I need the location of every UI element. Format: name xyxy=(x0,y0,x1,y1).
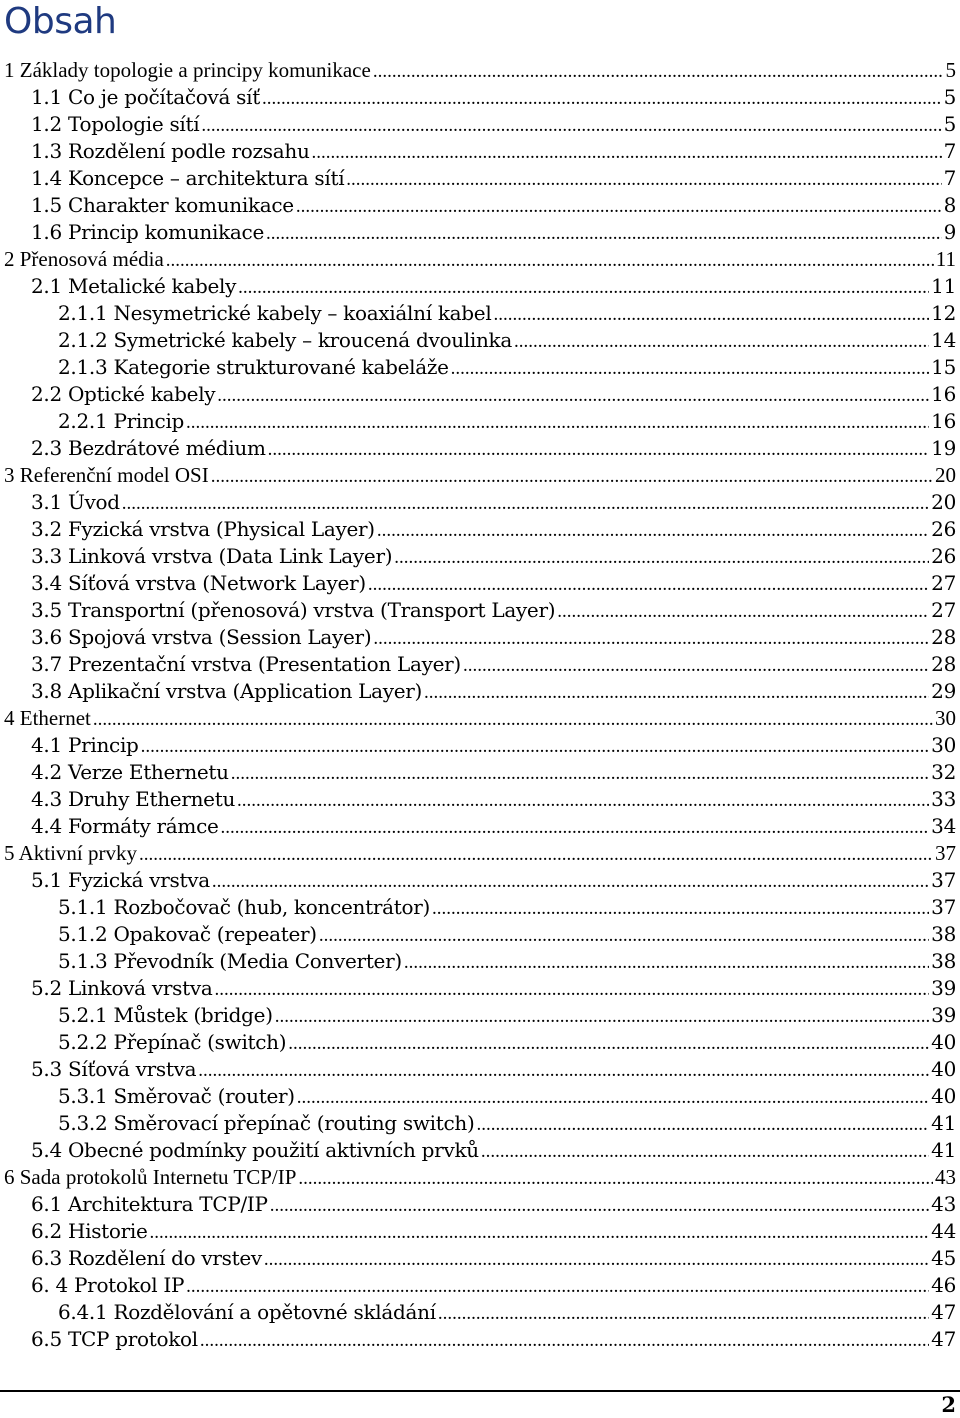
toc-entry[interactable] xyxy=(0,543,960,570)
toc-leader-dots xyxy=(200,1327,929,1354)
toc-entry-page: 38 xyxy=(931,922,956,946)
toc-entry[interactable] xyxy=(0,1029,960,1056)
toc-entry[interactable] xyxy=(0,57,960,84)
toc-entry-page: 19 xyxy=(931,436,956,460)
toc-entry[interactable] xyxy=(0,948,960,975)
toc-entry[interactable] xyxy=(0,381,960,408)
toc-leader-dots xyxy=(238,274,929,301)
toc-entry-title: 5 Aktivní prvky xyxy=(4,841,138,865)
toc-entry[interactable] xyxy=(0,1083,960,1110)
toc-entry-page: 47 xyxy=(931,1327,956,1351)
toc-entry-page: 27 xyxy=(931,598,956,622)
toc-leader-dots xyxy=(166,247,934,274)
toc-entry-title: 5.1.2 Opakovač (repeater) xyxy=(58,922,317,946)
toc-entry-page: 12 xyxy=(931,301,956,325)
toc-entry[interactable] xyxy=(0,840,960,867)
toc-leader-dots xyxy=(262,85,942,112)
toc-entry-title: 5.3.1 Směrovač (router) xyxy=(58,1084,295,1108)
toc-entry[interactable] xyxy=(0,813,960,840)
toc-leader-dots xyxy=(266,220,942,247)
toc-entry-title: 1.2 Topologie sítí xyxy=(31,112,200,136)
toc-entry-title: 3.3 Linková vrstva (Data Link Layer) xyxy=(31,544,393,568)
toc-leader-dots xyxy=(377,517,929,544)
toc-entry-page: 43 xyxy=(931,1192,956,1216)
toc-entry-title: 4 Ethernet xyxy=(4,706,91,730)
table-of-contents xyxy=(0,57,960,1353)
toc-entry-page: 41 xyxy=(931,1138,956,1162)
toc-leader-dots xyxy=(432,895,929,922)
toc-entry-page: 11 xyxy=(931,274,956,298)
toc-entry-page: 27 xyxy=(931,571,956,595)
toc-leader-dots xyxy=(312,139,942,166)
page-number: 2 xyxy=(941,1392,956,1417)
toc-entry[interactable] xyxy=(0,1245,960,1272)
toc-leader-dots xyxy=(221,814,930,841)
toc-entry-title: 3 Referenční model OSI xyxy=(4,463,209,487)
toc-leader-dots xyxy=(424,679,929,706)
toc-entry-title: 5.3.2 Směrovací přepínač (routing switch) xyxy=(58,1111,475,1135)
toc-leader-dots xyxy=(231,760,929,787)
toc-leader-dots xyxy=(139,841,933,868)
toc-leader-dots xyxy=(288,1030,929,1057)
toc-entry-title: 1.3 Rozdělení podle rozsahu xyxy=(31,139,310,163)
toc-leader-dots xyxy=(373,58,944,85)
toc-entry[interactable] xyxy=(0,597,960,624)
toc-entry-page: 43 xyxy=(935,1165,956,1189)
toc-leader-dots xyxy=(373,625,929,652)
toc-entry-title: 6.1 Architektura TCP/IP xyxy=(31,1192,268,1216)
toc-entry[interactable] xyxy=(0,1272,960,1299)
toc-entry[interactable] xyxy=(0,219,960,246)
toc-entry-page: 11 xyxy=(935,247,956,271)
toc-entry-title: 4.1 Princip xyxy=(31,733,139,757)
toc-entry-page: 26 xyxy=(931,544,956,568)
toc-entry-page: 5 xyxy=(943,85,956,109)
toc-entry[interactable] xyxy=(0,921,960,948)
toc-leader-dots xyxy=(275,1003,929,1030)
toc-entry-page: 28 xyxy=(931,652,956,676)
toc-entry[interactable] xyxy=(0,111,960,138)
toc-entry[interactable] xyxy=(0,705,960,732)
toc-entry-page: 20 xyxy=(931,490,956,514)
toc-leader-dots xyxy=(212,868,929,895)
toc-entry-page: 16 xyxy=(931,382,956,406)
toc-leader-dots xyxy=(264,1246,929,1273)
toc-entry[interactable] xyxy=(0,84,960,111)
toc-entry[interactable] xyxy=(0,1056,960,1083)
toc-entry-title: 1.4 Koncepce – architektura sítí xyxy=(31,166,345,190)
toc-entry-title: 5.1 Fyzická vrstva xyxy=(31,868,210,892)
toc-entry-title: 6.2 Historie xyxy=(31,1219,148,1243)
toc-entry-page: 46 xyxy=(931,1273,956,1297)
toc-entry[interactable] xyxy=(0,489,960,516)
toc-entry-title: 3.6 Spojová vrstva (Session Layer) xyxy=(31,625,372,649)
toc-entry-page: 26 xyxy=(931,517,956,541)
toc-leader-dots xyxy=(150,1219,930,1246)
toc-leader-dots xyxy=(186,409,929,436)
toc-entry[interactable] xyxy=(0,1002,960,1029)
toc-entry-title: 6. 4 Protokol IP xyxy=(31,1273,185,1297)
toc-leader-dots xyxy=(297,1084,929,1111)
toc-entry[interactable] xyxy=(0,192,960,219)
toc-leader-dots xyxy=(493,301,929,328)
toc-entry-title: 2.2.1 Princip xyxy=(58,409,185,433)
toc-entry-page: 45 xyxy=(931,1246,956,1270)
toc-leader-dots xyxy=(404,949,929,976)
toc-entry-title: 5.4 Obecné podmínky použití aktivních prvků xyxy=(31,1138,479,1162)
toc-entry[interactable] xyxy=(0,570,960,597)
footer-rule xyxy=(0,1390,960,1392)
toc-entry[interactable] xyxy=(0,462,960,489)
toc-entry[interactable] xyxy=(0,165,960,192)
toc-entry-title: 2.1.1 Nesymetrické kabely – koaxiální kabel xyxy=(58,301,492,325)
toc-leader-dots xyxy=(211,463,933,490)
toc-entry[interactable] xyxy=(0,273,960,300)
toc-leader-dots xyxy=(141,733,930,760)
toc-leader-dots xyxy=(438,1300,929,1327)
toc-leader-dots xyxy=(270,1192,929,1219)
toc-leader-dots xyxy=(451,355,930,382)
toc-entry-page: 30 xyxy=(931,733,956,757)
toc-entry-page: 44 xyxy=(931,1219,956,1243)
toc-entry[interactable] xyxy=(0,327,960,354)
toc-leader-dots xyxy=(237,787,929,814)
toc-entry-page: 14 xyxy=(931,328,956,352)
toc-entry-title: 2.3 Bezdrátové médium xyxy=(31,436,266,460)
toc-entry-page: 16 xyxy=(931,409,956,433)
toc-entry-page: 32 xyxy=(931,760,956,784)
toc-entry[interactable] xyxy=(0,867,960,894)
toc-entry-page: 9 xyxy=(943,220,956,244)
toc-entry-title: 2.1 Metalické kabely xyxy=(31,274,237,298)
toc-entry-page: 5 xyxy=(945,58,956,82)
toc-entry-title: 4.2 Verze Ethernetu xyxy=(31,760,229,784)
toc-entry-page: 30 xyxy=(935,706,956,730)
toc-entry[interactable] xyxy=(0,1299,960,1326)
toc-entry-page: 7 xyxy=(943,139,956,163)
toc-entry[interactable] xyxy=(0,1164,960,1191)
toc-entry-title: 3.4 Síťová vrstva (Network Layer) xyxy=(31,571,366,595)
toc-entry-title: 4.4 Formáty rámce xyxy=(31,814,219,838)
toc-leader-dots xyxy=(394,544,929,571)
toc-leader-dots xyxy=(296,193,942,220)
toc-entry-page: 40 xyxy=(931,1030,956,1054)
toc-entry-title: 4.3 Druhy Ethernetu xyxy=(31,787,236,811)
toc-entry[interactable] xyxy=(0,732,960,759)
toc-entry[interactable] xyxy=(0,678,960,705)
toc-entry[interactable] xyxy=(0,1191,960,1218)
toc-entry-page: 37 xyxy=(931,895,956,919)
toc-leader-dots xyxy=(346,166,941,193)
toc-entry-page: 47 xyxy=(931,1300,956,1324)
toc-entry-page: 39 xyxy=(931,976,956,1000)
toc-leader-dots xyxy=(319,922,929,949)
toc-leader-dots xyxy=(514,328,929,355)
toc-entry-page: 15 xyxy=(931,355,956,379)
toc-entry-title: 1 Základy topologie a principy komunikace xyxy=(4,58,371,82)
toc-entry-title: 1.5 Charakter komunikace xyxy=(31,193,294,217)
toc-entry[interactable] xyxy=(0,354,960,381)
toc-entry[interactable] xyxy=(0,1218,960,1245)
toc-leader-dots xyxy=(557,598,929,625)
toc-entry-title: 6 Sada protokolů Internetu TCP/IP xyxy=(4,1165,297,1189)
toc-entry-page: 40 xyxy=(931,1057,956,1081)
toc-entry[interactable] xyxy=(0,759,960,786)
toc-leader-dots xyxy=(481,1138,929,1165)
toc-entry-title: 2.1.2 Symetrické kabely – kroucená dvoulinka xyxy=(58,328,512,352)
toc-entry[interactable] xyxy=(0,1110,960,1137)
toc-leader-dots xyxy=(368,571,929,598)
toc-leader-dots xyxy=(198,1057,929,1084)
toc-leader-dots xyxy=(268,436,930,463)
toc-leader-dots xyxy=(93,706,933,733)
toc-entry[interactable] xyxy=(0,894,960,921)
toc-entry-title: 3.5 Transportní (přenosová) vrstva (Transport Layer) xyxy=(31,598,556,622)
toc-entry[interactable] xyxy=(0,408,960,435)
toc-entry-page: 41 xyxy=(931,1111,956,1135)
toc-entry-page: 33 xyxy=(931,787,956,811)
toc-leader-dots xyxy=(201,112,941,139)
toc-entry-title: 6.3 Rozdělení do vrstev xyxy=(31,1246,262,1270)
toc-entry-title: 2 Přenosová média xyxy=(4,247,164,271)
toc-entry-page: 28 xyxy=(931,625,956,649)
toc-entry[interactable] xyxy=(0,975,960,1002)
toc-leader-dots xyxy=(217,382,929,409)
toc-entry[interactable] xyxy=(0,786,960,813)
toc-entry-title: 5.2.2 Přepínač (switch) xyxy=(58,1030,287,1054)
toc-entry-title: 1.6 Princip komunikace xyxy=(31,220,264,244)
toc-entry-title: 6.5 TCP protokol xyxy=(31,1327,198,1351)
toc-entry[interactable] xyxy=(0,300,960,327)
toc-entry-title: 3.2 Fyzická vrstva (Physical Layer) xyxy=(31,517,375,541)
toc-entry-page: 38 xyxy=(931,949,956,973)
toc-entry-title: 2.1.3 Kategorie strukturované kabeláže xyxy=(58,355,449,379)
toc-entry-title: 3.7 Prezentační vrstva (Presentation Layer) xyxy=(31,652,461,676)
toc-entry-page: 20 xyxy=(935,463,956,487)
toc-entry[interactable] xyxy=(0,624,960,651)
toc-entry[interactable] xyxy=(0,435,960,462)
toc-entry[interactable] xyxy=(0,516,960,543)
toc-entry-title: 5.2 Linková vrstva xyxy=(31,976,213,1000)
toc-entry-page: 40 xyxy=(931,1084,956,1108)
toc-entry-title: 3.1 Úvod xyxy=(31,490,120,514)
toc-entry-title: 5.3 Síťová vrstva xyxy=(31,1057,197,1081)
page-title: Obsah xyxy=(4,1,117,42)
toc-entry[interactable] xyxy=(0,246,960,273)
toc-entry-page: 8 xyxy=(943,193,956,217)
toc-entry-title: 3.8 Aplikační vrstva (Application Layer) xyxy=(31,679,423,703)
toc-leader-dots xyxy=(298,1165,933,1192)
toc-entry-title: 5.1.1 Rozbočovač (hub, koncentrátor) xyxy=(58,895,430,919)
toc-entry-title: 5.1.3 Převodník (Media Converter) xyxy=(58,949,402,973)
toc-entry-page: 34 xyxy=(931,814,956,838)
toc-entry-page: 39 xyxy=(931,1003,956,1027)
toc-leader-dots xyxy=(463,652,929,679)
toc-entry-title: 1.1 Co je počítačová síť xyxy=(31,85,260,109)
toc-entry[interactable] xyxy=(0,138,960,165)
toc-entry-title: 6.4.1 Rozdělování a opětovné skládání xyxy=(58,1300,436,1324)
toc-leader-dots xyxy=(186,1273,929,1300)
toc-entry-page: 37 xyxy=(931,868,956,892)
toc-leader-dots xyxy=(476,1111,929,1138)
toc-entry-title: 5.2.1 Můstek (bridge) xyxy=(58,1003,273,1027)
toc-leader-dots xyxy=(214,976,929,1003)
toc-entry[interactable] xyxy=(0,1137,960,1164)
toc-entry-page: 29 xyxy=(931,679,956,703)
toc-entry[interactable] xyxy=(0,651,960,678)
toc-entry[interactable] xyxy=(0,1326,960,1353)
toc-entry-page: 37 xyxy=(935,841,956,865)
toc-entry-page: 5 xyxy=(943,112,956,136)
toc-leader-dots xyxy=(122,490,929,517)
toc-entry-title: 2.2 Optické kabely xyxy=(31,382,216,406)
toc-entry-page: 7 xyxy=(943,166,956,190)
